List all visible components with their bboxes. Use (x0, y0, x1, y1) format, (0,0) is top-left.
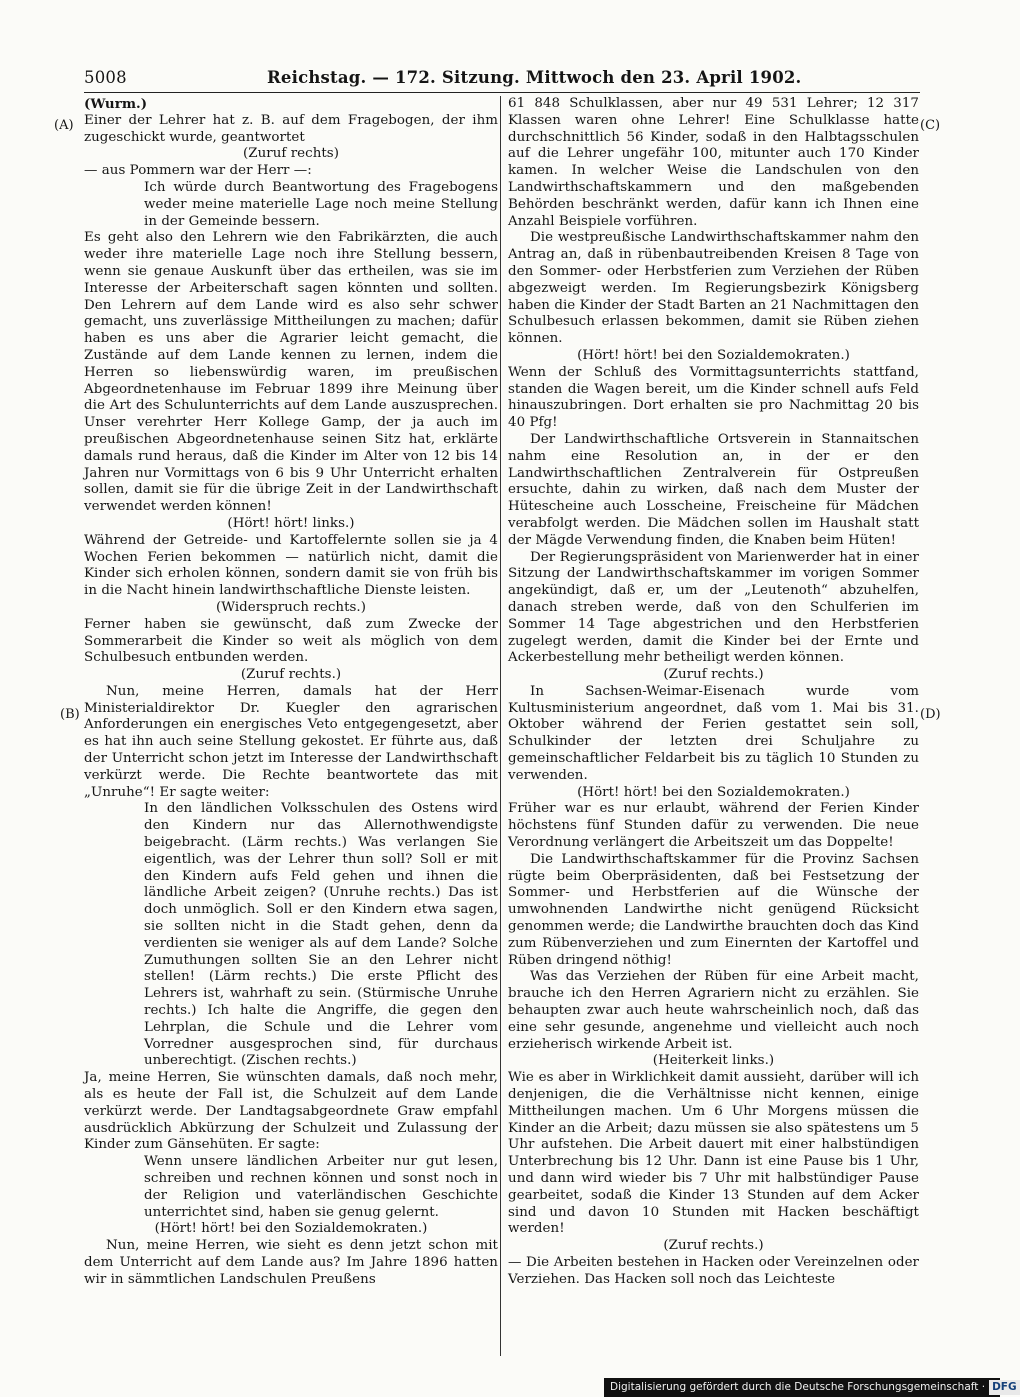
interjection: (Hört! hört! bei den Sozialdemokraten.) (154, 1221, 428, 1237)
paragraph: Wenn der Schluß des Vormittagsunterrichts stattfand, standen die Wagen bereit, um die Kinder schnell aufs Feld hinauszubringen. Dort erhalten sie pro Nachmittag 20 bis 40 Pfg! (508, 364, 919, 431)
column-separator (500, 96, 501, 1356)
interjection: (Zuruf rechts) (242, 146, 340, 162)
paragraph: Was das Verziehen der Rüben für eine Arbeit macht, brauche ich den Herren Agrariern nicht zu erzählen. Sie behaupten zwar auch heute wahrscheinlich noch, daß das eine sehr gesunde, angenehme und vielleicht auch noch erzieherisch wirkende Arbeit ist. (508, 969, 919, 1052)
paragraph: Die Landwirthschaftskammer für die Provinz Sachsen rügte beim Oberpräsidenten, daß bei Festsetzung der Sommer- und Herbstferien auf die Wünsche der umwohnenden Landwirthe nicht genügend Rücksicht genommen werde; die Landwirthe brauchten doch das Kind zum Rübenverziehen und zum Einernten der Kartoffel und Rüben dringend nöthig! (508, 851, 919, 968)
paragraph: — Die Arbeiten bestehen in Hacken oder Vereinzelnen oder Verziehen. Das Hacken soll noch das Leichteste (508, 1254, 919, 1287)
interjection: (Heiterkeit links.) (652, 1053, 775, 1069)
paragraph: Die westpreußische Landwirthschaftskammer nahm den Antrag an, daß in rübenbautreibenden Kreisen 8 Tage von den Sommer- oder Herbstferien zum Verziehen der Rüben abgezweigt werden. Im Regierungsbezirk Königsberg haben die Kinder der Stadt Barten an 21 Nachmittagen den Schulbesuch erlassen bekommen, damit sie Rüben ziehen können. (508, 230, 919, 347)
interjection: (Zuruf rechts.) (240, 667, 342, 683)
paragraph: Ferner haben sie gewünscht, daß zum Zwecke der Sommerarbeit die Kinder so weit als möglich von dem Schulbesuch entbunden werden. (84, 616, 498, 666)
block-quote: In den ländlichen Volksschulen des Ostens wird den Kindern nur das Allernothwendigste beigebracht. (Lärm rechts.) Was verlangen Sie eigentlich, was der Lehrer thun soll? Soll er mit den Kindern aufs Feld gehen und ihnen die ländliche Arbeit zeigen? (Unruhe rechts.) Das ist doch unmöglich. Soll er den Kindern etwa sagen, sie sollten nicht in die Stadt gehen, denn da verdienten sie weniger als auf dem Lande? Solche Zumuthungen sollten Sie an den Lehrer nicht stellen! (Lärm rechts.) Die erste Pflicht des Lehrers ist, wahrhaft zu sein. (Stürmische Unruhe rechts.) Ich halte die Angriffe, die gegen den Lehrplan, die Schule und die Lehrer vom Vorredner ausgesprochen sind, für durchaus unberechtigt. (Zischen rechts.) (144, 801, 498, 1069)
interjection: (Hört! hört! bei den Sozialdemokraten.) (577, 347, 850, 363)
margin-marker-c: (C) (920, 118, 941, 133)
left-column (84, 96, 498, 1289)
header-rule (84, 92, 920, 93)
interjection: (Zuruf rechts.) (663, 1238, 764, 1254)
interjection: (Hört! hört! links.) (227, 515, 355, 531)
margin-marker-d: (D) (920, 707, 941, 722)
margin-marker-a: (A) (54, 118, 74, 133)
speaker-name: (Wurm.) (84, 96, 148, 112)
dfg-logo: DFG (989, 1380, 1020, 1395)
paragraph: Nun, meine Herren, wie sieht es denn jetzt schon mit dem Unterricht auf dem Lande aus? Im Jahre 1896 hatten wir in sämmtlichen Landschulen Preußens (84, 1238, 498, 1287)
paragraph: Einer der Lehrer hat z. B. auf dem Fragebogen, der ihm zugeschickt wurde, geantwortet (84, 112, 498, 145)
footer-text: Digitalisierung gefördert durch die Deutsche Forschungsgemeinschaft · (610, 1381, 986, 1393)
paragraph: Der Regierungspräsident von Marienwerder hat in einer Sitzung der Landwirthschaftskammer im vorigen Sommer angekündigt, daß er, um der „Leutenoth“ abzuhelfen, danach streben werde, daß von den Schulferien im Sommer 14 Tage abgestrichen und den Herbstferien zugelegt werden, damit die Kinder bei der Ernte und Ackerbestellung mehr betheiligt werden können. (508, 549, 919, 666)
paragraph: Ja, meine Herren, Sie wünschten damals, daß noch mehr, als es heute der Fall ist, die Schulzeit auf dem Lande verkürzt werde. Der Landtagsabgeordnete Graw empfahl ausdrücklich Abkürzung der Schulzeit und Zulassung der Kinder zum Gänsehüten. Er sagte: (84, 1070, 498, 1153)
paragraph: In Sachsen-Weimar-Eisenach wurde vom Kultusministerium angeordnet, daß vom 1. Mai bis 31. Oktober während der Ferien gestattet sein soll, Schulkinder der letzten drei Schuljahre zu gemeinschaftlicher Feldarbeit bis zu täglich 10 Stunden zu verwenden. (508, 683, 919, 783)
interjection: (Widerspruch rechts.) (215, 599, 366, 615)
interjection: (Hört! hört! bei den Sozialdemokraten.) (577, 784, 850, 800)
paragraph: Früher war es nur erlaubt, während der Ferien Kinder höchstens fünf Stunden dafür zu verwenden. Die neue Verordnung verlängert die Arbeitszeit um das Doppelte! (508, 801, 919, 851)
paragraph: 61 848 Schulklassen, aber nur 49 531 Lehrer; 12 317 Klassen waren ohne Lehrer! Eine Schulklasse hatte durchschnittlich 56 Kinder, sodaß in den Halbtagsschulen auf die Lehrer ungefähr 100, mitunter auch 170 Kinder kamen. In welcher Weise die Landschulen von den Landwirthschaftskammern und den maßgebenden Behörden beschränkt werden, dafür kann ich Ihnen eine Anzahl Beispiele vorführen. (508, 96, 919, 229)
paragraph: Es geht also den Lehrern wie den Fabrikärzten, die auch weder ihre materielle Lage noch ihre Stellung bessern, wenn sie genaue Auskunft über das ertheilen, was sie im Interesse der Arbeiterschaft sagen könnten und sollten. Den Lehrern auf dem Lande wird es also sehr schwer gemacht, uns zuverlässige Mittheilungen zu machen; dafür haben es uns aber die Agrarier leicht gemacht, die Zustände auf dem Lande kennen zu lernen, indem die Herren so liebenswürdig waren, im preußischen Abgeordnetenhause im Februar 1899 ihre Meinung über die Art des Schulunterrichts auf dem Lande auszusprechen. Unser verehrter Herr Kollege Gamp, der ja auch im preußischen Abgeordnetenhause seinen Sitz hat, erklärte damals rund heraus, daß die Kinder im Alter von 12 bis 14 Jahren nur Vormittags von 6 bis 9 Uhr Unterricht erhalten sollen, damit sie für die übrige Zeit in der Landwirthschaft verwendet werden können! (84, 230, 498, 515)
page-number: 5008 (84, 68, 127, 87)
right-column (508, 96, 919, 1289)
block-quote: Wenn unsere ländlichen Arbeiter nur gut lesen, schreiben und rechnen können und sonst noch in der Religion und vaterländischen Geschichte unterrichtet sind, haben sie genug gelernt. (144, 1154, 498, 1220)
paragraph: Während der Getreide- und Kartoffelernte sollen sie ja 4 Wochen Ferien bekommen — natürlich nicht, damit die Kinder sich erholen können, sondern damit sie von früh bis in die Nacht hinein landwirthschaftliche Dienste leisten. (84, 532, 498, 599)
paragraph: Wie es aber in Wirklichkeit damit aussieht, darüber will ich denjenigen, die die Verhältnisse nicht kennen, einige Mittheilungen machen. Um 6 Uhr Morgens müssen die Kinder an die Arbeit; dazu müssen sie also spätestens um 5 Uhr aufstehen. Die Arbeit dauert mit einer halbstündigen Unterbrechung bis 12 Uhr. Dann ist eine Pause bis 1 Uhr, und dann wird wieder bis 7 Uhr mit halbstündiger Pause gearbeitet, sodaß die Kinder 13 Stunden auf dem Acker sind und davon 10 Stunden mit Hacken beschäftigt werden! (508, 1070, 919, 1237)
interjection: (Zuruf rechts.) (663, 667, 764, 683)
block-quote: Ich würde durch Beantwortung des Fragebogens weder meine materielle Lage noch meine Stellung in der Gemeinde bessern. (144, 179, 498, 229)
margin-marker-b: (B) (60, 707, 80, 722)
running-header (84, 68, 920, 90)
paragraph: Der Landwirthschaftliche Ortsverein in Stannaitschen nahm eine Resolution an, in der er den Landwirthschaftlichen Zentralverein für Ostpreußen ersuchte, dahin zu wirken, daß nach dem Muster der Hütescheine auch Losscheine, Freischeine für Mädchen verabfolgt werden. Die Mädchen sollen im Haushalt statt der Mägde Verwendung finden, die Knaben beim Hüten! (508, 431, 919, 548)
paragraph: Nun, meine Herren, damals hat der Herr Ministerialdirektor Dr. Kuegler den agrarischen Anforderungen ein energisches Veto entgegengesetzt, aber es hat ihn auch seine Stellung gekostet. Er führte aus, daß der Unterricht schon jetzt im Interesse der Landwirthschaft verkürzt werde. Die Rechte beantwortete das mit „Unruhe“! Er sagte weiter: (84, 683, 498, 800)
digitization-footer (604, 1378, 1017, 1397)
running-title: Reichstag. — 172. Sitzung. Mittwoch den 23. April 1902. (267, 68, 802, 87)
paragraph: — aus Pommern war der Herr —: (84, 163, 312, 179)
